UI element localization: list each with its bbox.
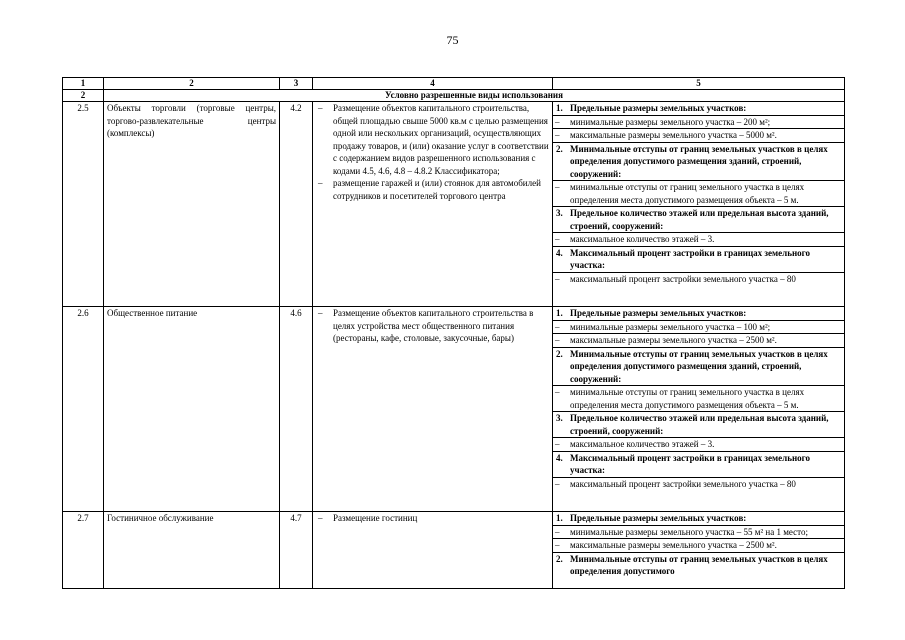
parameter-group — [553, 451, 844, 491]
parameter-number: 4. — [556, 247, 563, 258]
parameter-item: – минимальные отступы от границ земельного участка в целях определения места допустимого размещения объекта – 5 м. — [553, 180, 844, 206]
use-type-name: Гостиничное обслуживание — [104, 512, 280, 589]
description-item: – Размещение объектов капитального строительства в целях устройства мест общественного питания (рестораны, кафе, столовые, закусочные, бары) — [316, 307, 549, 345]
parameter-group — [553, 411, 844, 451]
table-row — [63, 102, 845, 307]
parameter-title — [553, 206, 844, 232]
parameter-number: 2. — [556, 348, 563, 359]
parameter-title-text: Предельные размеры земельных участков: — [570, 513, 747, 523]
parameter-group — [553, 512, 844, 552]
parameter-group — [553, 142, 844, 207]
parameter-item: – минимальные размеры земельного участка – 100 м²; — [553, 320, 844, 334]
parameter-number: 1. — [556, 308, 563, 318]
description-list — [316, 102, 549, 202]
parameter-title — [553, 451, 844, 477]
parameter-title-text: Максимальный процент застройки в границах земельного участка: — [570, 452, 811, 475]
parameter-title — [553, 552, 844, 578]
row-number: 2.6 — [63, 307, 104, 512]
parameter-item: – минимальные отступы от границ земельного участка в целях определения места допустимого размещения объекта – 5 м. — [553, 385, 844, 411]
use-description — [313, 102, 553, 307]
parameter-number: 3. — [556, 208, 563, 218]
parameter-item: – максимальные размеры земельного участка – 2500 м². — [553, 538, 844, 552]
classifier-code: 4.6 — [280, 307, 313, 512]
table-row — [63, 307, 845, 512]
parameter-item: – максимальное количество этажей – 3. — [553, 437, 844, 451]
section-number: 2 — [63, 90, 104, 102]
parameter-title-text: Предельные размеры земельных участков: — [570, 308, 747, 318]
col-header-5: 5 — [553, 78, 845, 90]
parameter-title — [553, 411, 844, 437]
land-use-table — [62, 77, 845, 589]
parameter-item: – максимальный процент застройки земельного участка – 80 — [553, 272, 844, 286]
col-header-2: 2 — [104, 78, 280, 90]
parameter-item: – максимальные размеры земельного участка – 2500 м². — [553, 333, 844, 347]
table-row — [63, 512, 845, 589]
use-description — [313, 307, 553, 512]
parameters-cell — [553, 102, 845, 307]
classifier-code: 4.2 — [280, 102, 313, 307]
section-row — [63, 90, 845, 102]
page-number: 75 — [446, 33, 459, 47]
parameter-item: – максимальные размеры земельного участка – 5000 м². — [553, 128, 844, 142]
parameter-title — [553, 246, 844, 272]
col-header-4: 4 — [313, 78, 553, 90]
use-description — [313, 512, 553, 589]
parameter-group — [553, 246, 844, 286]
parameters-cell — [553, 307, 845, 512]
section-title: Условно разрешенные виды использования — [104, 90, 845, 102]
parameter-title-text: Предельное количество этажей или предельная высота зданий, строений, сооружений: — [570, 413, 829, 436]
description-list — [316, 512, 549, 525]
description-item: – Размещение объектов капитального строительства, общей площадью свыше 5000 кв.м с целью размещения одной или нескольких организаций, осуществляющих продажу товаров, и (или) оказание услуг в соответствии с содержанием видов разрешенного использования с кодами 4.5, 4.6, 4.8 – 4.8.2 Классификатора; — [316, 102, 549, 177]
parameter-title-text: Предельное количество этажей или предельная высота зданий, строений, сооружений: — [570, 208, 829, 231]
parameter-title — [553, 142, 844, 181]
parameter-group — [553, 347, 844, 412]
parameter-title-text: Минимальные отступы от границ земельных участков в целях определения допустимого — [570, 553, 828, 576]
parameter-title — [553, 102, 844, 115]
column-number-row — [63, 78, 845, 90]
row-number: 2.7 — [63, 512, 104, 589]
parameter-title — [553, 347, 844, 386]
use-type-name: Общественное питание — [104, 307, 280, 512]
parameter-group — [553, 206, 844, 246]
parameter-item: – максимальный процент застройки земельного участка – 80 — [553, 477, 844, 491]
description-item: – Размещение гостиниц — [316, 512, 549, 525]
parameter-title — [553, 307, 844, 320]
parameter-item: – минимальные размеры земельного участка – 200 м²; — [553, 115, 844, 129]
col-header-1: 1 — [63, 78, 104, 90]
description-list — [316, 307, 549, 345]
classifier-code: 4.7 — [280, 512, 313, 589]
row-number: 2.5 — [63, 102, 104, 307]
parameter-title-text: Минимальные отступы от границ земельных участков в целях определения допустимого размещения зданий, строений, сооружений: — [570, 143, 828, 179]
table-body — [63, 102, 845, 589]
parameter-title-text: Предельные размеры земельных участков: — [570, 103, 747, 113]
parameter-item: – максимальное количество этажей – 3. — [553, 232, 844, 246]
parameter-group — [553, 102, 844, 142]
parameter-group — [553, 552, 844, 578]
parameter-number: 3. — [556, 413, 563, 423]
parameter-number: 2. — [556, 553, 563, 564]
parameter-item: – минимальные размеры земельного участка – 55 м² на 1 место; — [553, 525, 844, 539]
col-header-3: 3 — [280, 78, 313, 90]
parameter-title — [553, 512, 844, 525]
parameter-number: 1. — [556, 513, 563, 523]
parameter-number: 1. — [556, 103, 563, 113]
use-type-name: Объекты торговли (торговые центры, торгово-развлекательные центры (комплексы) — [104, 102, 280, 307]
parameters-cell — [553, 512, 845, 589]
parameter-number: 2. — [556, 143, 563, 154]
parameter-group — [553, 307, 844, 347]
parameter-title-text: Минимальные отступы от границ земельных участков в целях определения допустимого размещения зданий, строений, сооружений: — [570, 348, 828, 384]
parameter-title-text: Максимальный процент застройки в границах земельного участка: — [570, 247, 811, 270]
parameter-number: 4. — [556, 452, 563, 463]
description-item: – размещение гаражей и (или) стоянок для автомобилей сотрудников и посетителей торгового центра — [316, 177, 549, 202]
